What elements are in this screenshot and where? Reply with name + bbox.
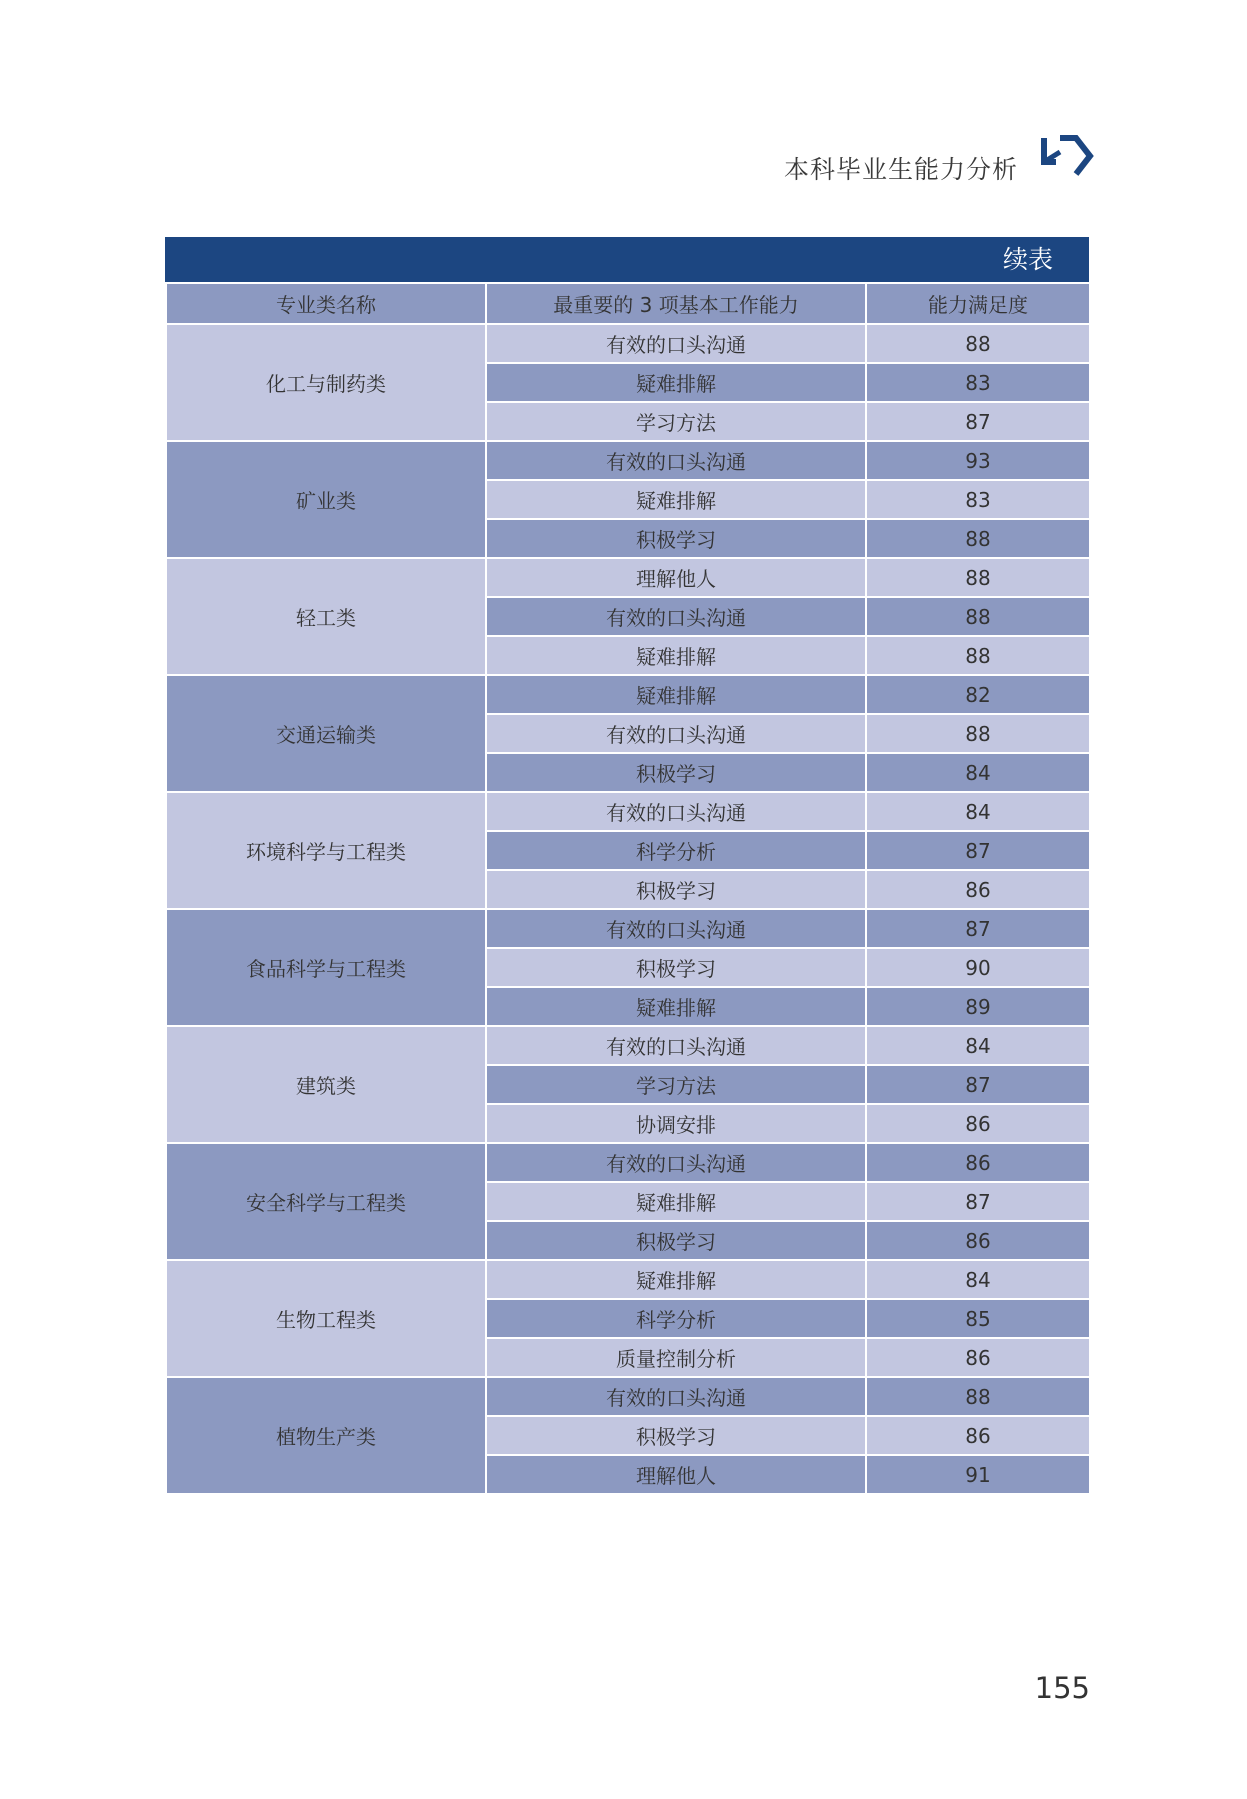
major-name-cell: 食品科学与工程类 (166, 909, 486, 1026)
page-number: 155 (1034, 1671, 1090, 1705)
major-name-cell: 矿业类 (166, 441, 486, 558)
ability-cell: 有效的口头沟通 (486, 909, 866, 948)
ability-cell: 疑难排解 (486, 987, 866, 1026)
score-cell: 86 (866, 1416, 1090, 1455)
running-header-title: 本科毕业生能力分析 (783, 155, 1018, 184)
score-cell: 84 (866, 1260, 1090, 1299)
score-cell: 85 (866, 1299, 1090, 1338)
ability-cell: 有效的口头沟通 (486, 597, 866, 636)
score-cell: 91 (866, 1455, 1090, 1494)
ability-cell: 疑难排解 (486, 1182, 866, 1221)
ability-cell: 疑难排解 (486, 636, 866, 675)
score-cell: 86 (866, 1221, 1090, 1260)
major-name-cell: 植物生产类 (166, 1377, 486, 1494)
ability-cell: 积极学习 (486, 870, 866, 909)
ability-cell: 积极学习 (486, 753, 866, 792)
score-cell: 83 (866, 480, 1090, 519)
ability-cell: 理解他人 (486, 1455, 866, 1494)
column-header-abilities: 最重要的 3 项基本工作能力 (486, 283, 866, 324)
table-header-row (166, 283, 1090, 324)
table-row (166, 1143, 1090, 1182)
table-row (166, 675, 1090, 714)
column-header-major: 专业类名称 (166, 283, 486, 324)
score-cell: 87 (866, 402, 1090, 441)
ability-table-container (165, 237, 1089, 1495)
table-row (166, 558, 1090, 597)
score-cell: 88 (866, 324, 1090, 363)
ability-cell: 疑难排解 (486, 480, 866, 519)
ability-cell: 疑难排解 (486, 363, 866, 402)
score-cell: 88 (866, 714, 1090, 753)
major-name-cell: 轻工类 (166, 558, 486, 675)
table-row (166, 1377, 1090, 1416)
score-cell: 88 (866, 636, 1090, 675)
table-row (166, 441, 1090, 480)
score-cell: 88 (866, 1377, 1090, 1416)
score-cell: 86 (866, 1338, 1090, 1377)
ability-cell: 有效的口头沟通 (486, 1026, 866, 1065)
score-cell: 87 (866, 831, 1090, 870)
score-cell: 90 (866, 948, 1090, 987)
score-cell: 86 (866, 870, 1090, 909)
score-cell: 86 (866, 1143, 1090, 1182)
major-name-cell: 环境科学与工程类 (166, 792, 486, 909)
ability-cell: 有效的口头沟通 (486, 1377, 866, 1416)
score-cell: 88 (866, 597, 1090, 636)
ability-cell: 科学分析 (486, 1299, 866, 1338)
ability-cell: 有效的口头沟通 (486, 324, 866, 363)
score-cell: 89 (866, 987, 1090, 1026)
major-name-cell: 交通运输类 (166, 675, 486, 792)
ability-cell: 疑难排解 (486, 1260, 866, 1299)
major-name-cell: 生物工程类 (166, 1260, 486, 1377)
score-cell: 82 (866, 675, 1090, 714)
score-cell: 87 (866, 1182, 1090, 1221)
major-name-cell: 建筑类 (166, 1026, 486, 1143)
ability-cell: 积极学习 (486, 1221, 866, 1260)
chapter-arrow-icon (1040, 134, 1096, 180)
table-row (166, 1260, 1090, 1299)
ability-cell: 学习方法 (486, 402, 866, 441)
score-cell: 93 (866, 441, 1090, 480)
ability-cell: 有效的口头沟通 (486, 441, 866, 480)
ability-cell: 积极学习 (486, 1416, 866, 1455)
column-header-satisfaction: 能力满足度 (866, 283, 1090, 324)
ability-cell: 有效的口头沟通 (486, 1143, 866, 1182)
table-row (166, 792, 1090, 831)
table-row (166, 1026, 1090, 1065)
ability-cell: 理解他人 (486, 558, 866, 597)
major-name-cell: 化工与制药类 (166, 324, 486, 441)
ability-table (165, 282, 1091, 1495)
ability-cell: 协调安排 (486, 1104, 866, 1143)
continuation-banner: 续表 (165, 237, 1089, 282)
score-cell: 88 (866, 519, 1090, 558)
score-cell: 84 (866, 1026, 1090, 1065)
ability-cell: 学习方法 (486, 1065, 866, 1104)
ability-cell: 积极学习 (486, 519, 866, 558)
ability-cell: 质量控制分析 (486, 1338, 866, 1377)
ability-cell: 积极学习 (486, 948, 866, 987)
major-name-cell: 安全科学与工程类 (166, 1143, 486, 1260)
table-row (166, 909, 1090, 948)
ability-cell: 科学分析 (486, 831, 866, 870)
score-cell: 83 (866, 363, 1090, 402)
ability-cell: 有效的口头沟通 (486, 792, 866, 831)
score-cell: 84 (866, 753, 1090, 792)
ability-cell: 疑难排解 (486, 675, 866, 714)
score-cell: 84 (866, 792, 1090, 831)
table-row (166, 324, 1090, 363)
ability-cell: 有效的口头沟通 (486, 714, 866, 753)
score-cell: 87 (866, 909, 1090, 948)
score-cell: 87 (866, 1065, 1090, 1104)
score-cell: 88 (866, 558, 1090, 597)
score-cell: 86 (866, 1104, 1090, 1143)
